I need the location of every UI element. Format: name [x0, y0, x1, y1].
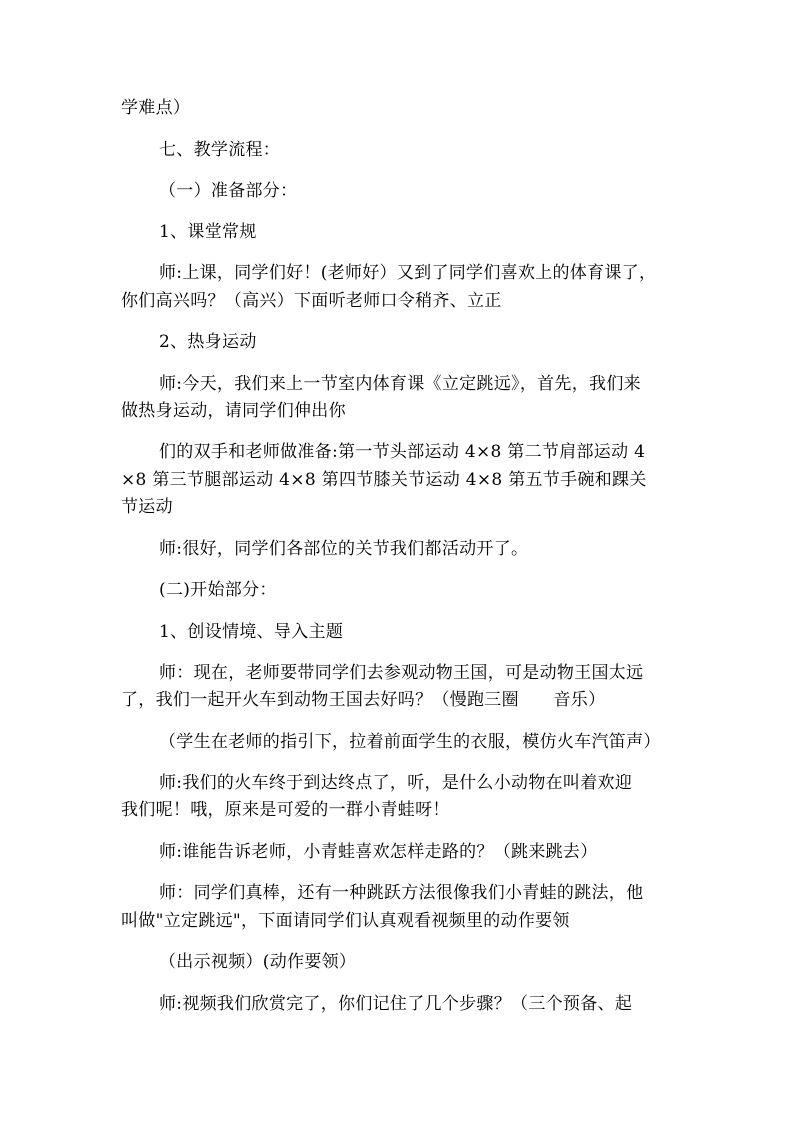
paragraph-line: 师:谁能告诉老师，小青蛙喜欢怎样走路的？（跳来跳去） — [159, 842, 598, 862]
subsection-heading: （一）准备部分： — [159, 181, 298, 201]
paragraph-line: 师：同学们真棒，还有一种跳跃方法很像我们小青蛙的跳法，他 — [159, 883, 644, 903]
subsection-heading: (二)开始部分： — [159, 580, 277, 600]
text-line: 学难点） — [121, 98, 191, 118]
paragraph-line: 叫做"立定跳远"，下面请同学们认真观看视频里的动作要领 — [121, 911, 570, 931]
paragraph-line: （学生在老师的指引下，拉着前面学生的衣服，模仿火车汽笛声） — [159, 732, 661, 752]
paragraph-line: 了，我们一起开火车到动物王国去好吗？（慢跑三圈 音乐） — [121, 690, 606, 710]
item-heading: 1、创设情境、导入主题 — [159, 622, 344, 642]
paragraph-line: 做热身运动，请同学们伸出你 — [121, 401, 346, 421]
paragraph-line: 师:很好，同学们各部位的关节我们都活动开了。 — [159, 539, 529, 559]
paragraph-line: ×8 第三节腿部运动 4×8 第四节膝关节运动 4×8 第五节手碗和踝关 — [121, 470, 647, 490]
paragraph-line: 师：现在，老师要带同学们去参观动物王国，可是动物王国太远 — [159, 663, 644, 683]
paragraph-line: 师:今天，我们来上一节室内体育课《立定跳远》，首先，我们来 — [159, 374, 641, 394]
paragraph-line: 师:视频我们欣赏完了，你们记住了几个步骤？（三个预备、起 — [159, 994, 633, 1014]
paragraph-line: 我们呢！哦，原来是可爱的一群小青蛙呀！ — [121, 800, 450, 820]
paragraph-line: （出示视频）(动作要领） — [159, 952, 357, 972]
section-heading: 七、教学流程： — [159, 140, 281, 160]
paragraph-line: 节运动 — [121, 497, 173, 517]
paragraph-line: 们的双手和老师做准备:第一节头部运动 4×8 第二节肩部运动 4 — [159, 442, 646, 462]
item-heading: 1、课堂常规 — [159, 222, 257, 242]
item-heading: 2、热身运动 — [159, 332, 257, 352]
paragraph-line: 师:我们的火车终于到达终点了，听，是什么小动物在叫着欢迎 — [159, 773, 633, 793]
paragraph-line: 师:上课，同学们好！(老师好）又到了同学们喜欢上的体育课了， — [159, 263, 657, 283]
paragraph-line: 你们高兴吗？（高兴）下面听老师口令稍齐、立正 — [121, 291, 502, 311]
